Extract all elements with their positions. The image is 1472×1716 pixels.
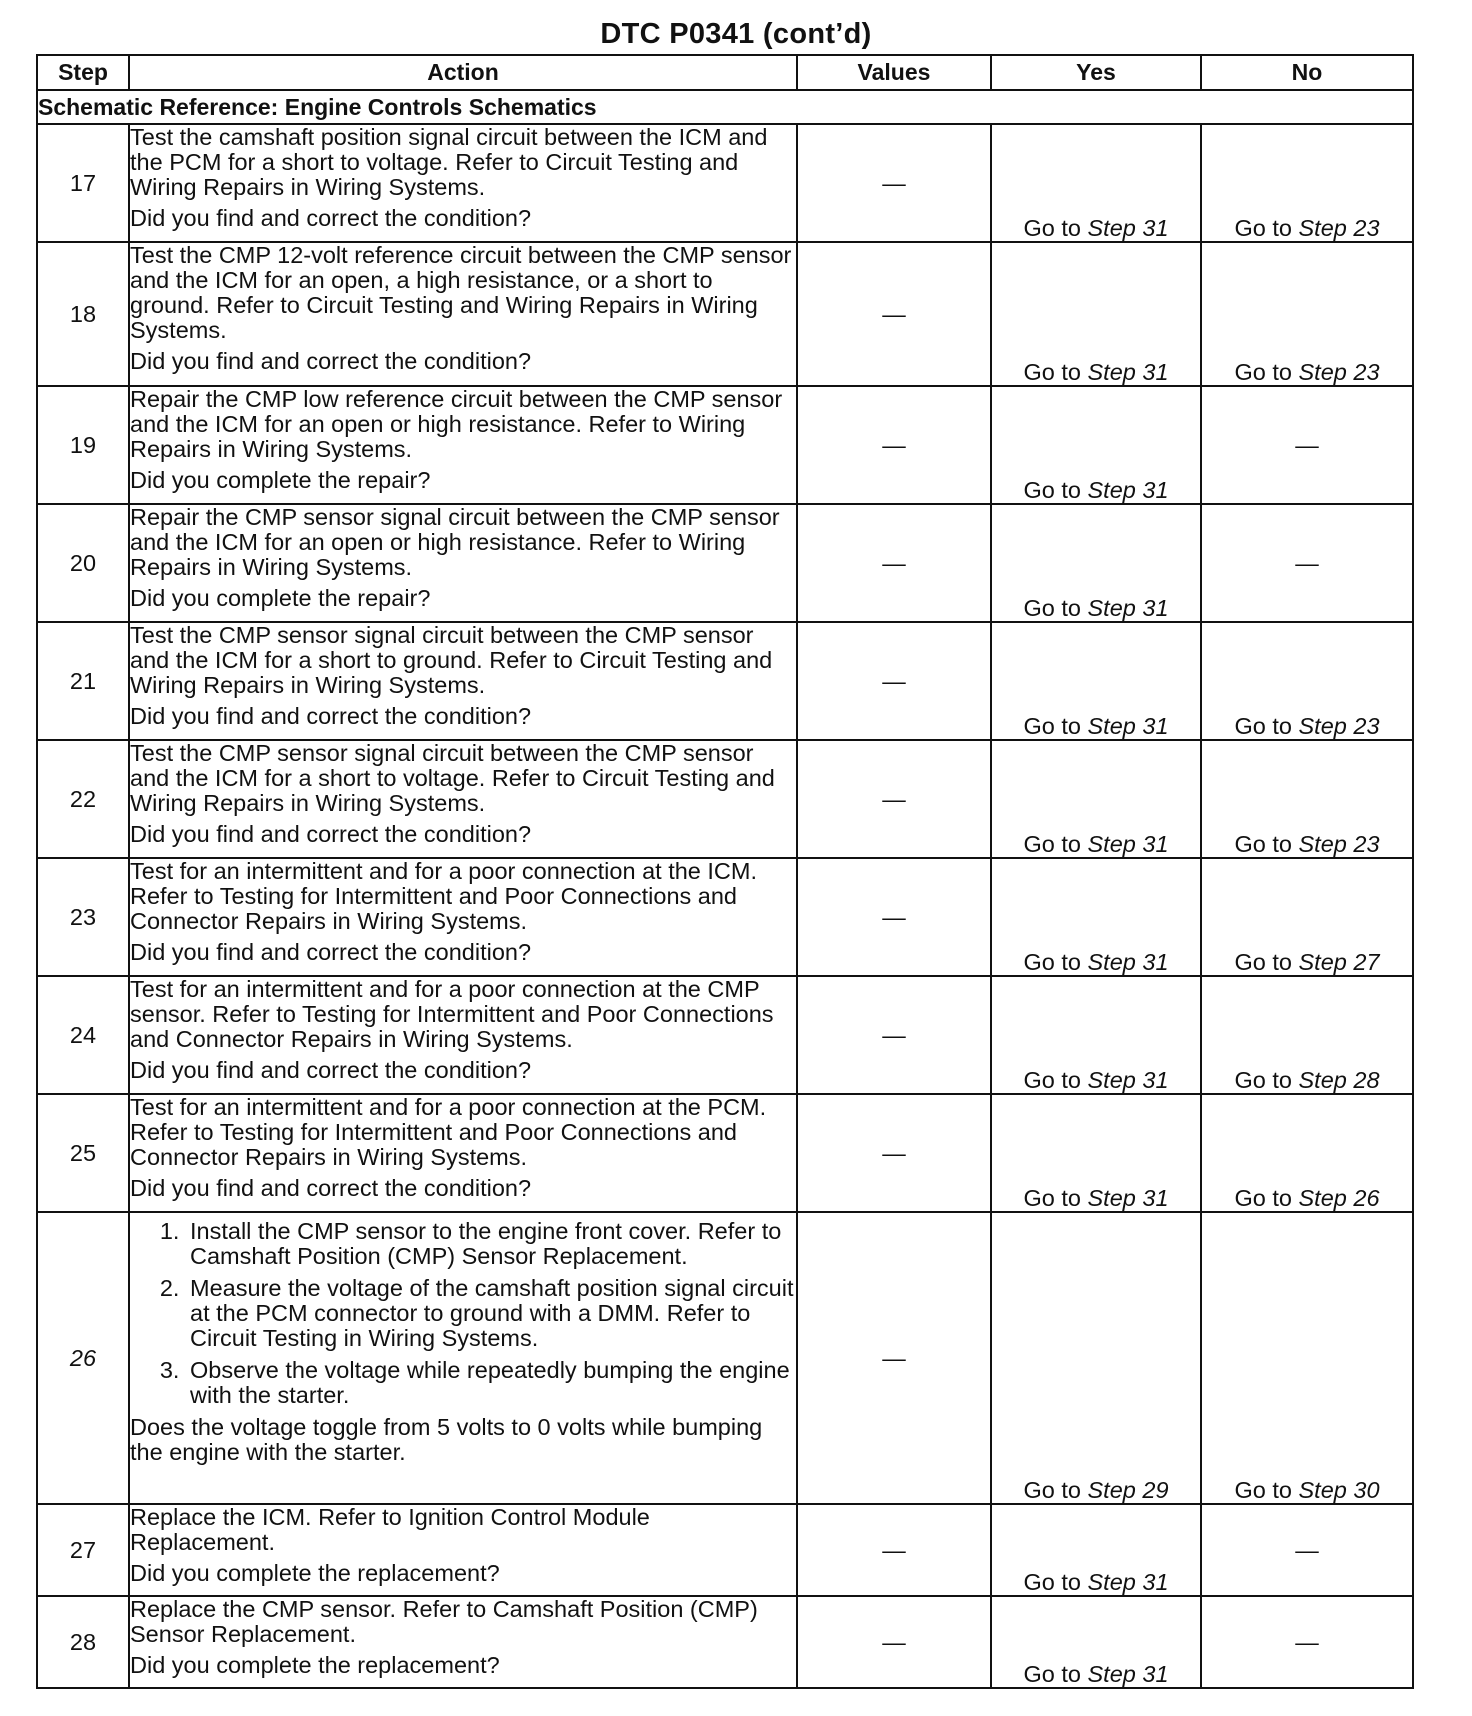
no-prefix: Go to bbox=[1234, 1477, 1299, 1503]
yes-cell bbox=[991, 858, 1201, 976]
table-row bbox=[37, 1094, 1413, 1212]
values-cell: — bbox=[797, 622, 991, 740]
yes-prefix: Go to bbox=[1023, 713, 1088, 739]
values-cell: — bbox=[797, 740, 991, 858]
yes-step-link: Step 31 bbox=[1087, 1067, 1169, 1093]
table-row bbox=[37, 858, 1413, 976]
page-title: DTC P0341 (cont’d) bbox=[600, 18, 872, 50]
values-cell: — bbox=[797, 1596, 991, 1688]
no-prefix: Go to bbox=[1234, 359, 1299, 385]
yes-step-link: Step 31 bbox=[1087, 1661, 1169, 1687]
yes-cell bbox=[991, 124, 1201, 242]
action-text: Replace the CMP sensor. Refer to Camshaft Position (CMP) Sensor Replacement. bbox=[130, 1596, 758, 1647]
action-question: Did you find and correct the condition? bbox=[130, 821, 532, 847]
yes-prefix: Go to bbox=[1023, 595, 1088, 621]
yes-prefix: Go to bbox=[1023, 1067, 1088, 1093]
substep-3: 3. Observe the voltage while repeatedly bumping the engine with the starter. bbox=[186, 1358, 796, 1408]
step-number: 26 bbox=[37, 1212, 129, 1504]
no-step-link: Step 30 bbox=[1298, 1477, 1380, 1503]
header-values: Values bbox=[797, 55, 991, 90]
yes-cell bbox=[991, 622, 1201, 740]
yes-prefix: Go to bbox=[1023, 1185, 1088, 1211]
values-cell: — bbox=[797, 242, 991, 386]
no-cell bbox=[1201, 976, 1413, 1094]
action-question: Did you complete the replacement? bbox=[130, 1652, 500, 1678]
yes-step-link: Step 31 bbox=[1087, 477, 1169, 503]
action-text: Repair the CMP low reference circuit between the CMP sensor and the ICM for an open or high resistance. Refer to Wiring Repairs in Wiring Systems. bbox=[130, 386, 783, 462]
step-number: 22 bbox=[37, 740, 129, 858]
no-cell bbox=[1201, 124, 1413, 242]
action-question: Did you find and correct the condition? bbox=[130, 1057, 532, 1083]
yes-prefix: Go to bbox=[1023, 359, 1088, 385]
step-number: 27 bbox=[37, 1504, 129, 1596]
action-text: Replace the ICM. Refer to Ignition Control Module Replacement. bbox=[130, 1504, 650, 1555]
no-value: — bbox=[1295, 549, 1319, 576]
no-cell bbox=[1201, 1596, 1413, 1688]
table-row bbox=[37, 386, 1413, 504]
step-number: 24 bbox=[37, 976, 129, 1094]
yes-prefix: Go to bbox=[1023, 215, 1088, 241]
action-question: Did you complete the repair? bbox=[130, 585, 431, 611]
action-cell bbox=[129, 622, 797, 740]
step-number: 20 bbox=[37, 504, 129, 622]
table-row bbox=[37, 1504, 1413, 1596]
no-value: — bbox=[1295, 1628, 1319, 1655]
values-cell: — bbox=[797, 1212, 991, 1504]
yes-step-link: Step 31 bbox=[1087, 1185, 1169, 1211]
table-row bbox=[37, 1596, 1413, 1688]
action-question: Did you find and correct the condition? bbox=[130, 205, 532, 231]
yes-step-link: Step 31 bbox=[1087, 359, 1169, 385]
yes-cell bbox=[991, 976, 1201, 1094]
no-prefix: Go to bbox=[1234, 713, 1299, 739]
action-text: Test for an intermittent and for a poor connection at the PCM. Refer to Testing for Intermittent and Poor Connections and Connector Repairs in Wiring Systems. bbox=[130, 1094, 767, 1170]
no-step-link: Step 27 bbox=[1298, 949, 1380, 975]
action-question: Did you find and correct the condition? bbox=[130, 703, 532, 729]
step-rows-end bbox=[37, 1504, 1413, 1688]
yes-prefix: Go to bbox=[1023, 1569, 1088, 1595]
step-number: 18 bbox=[37, 242, 129, 386]
header-no: No bbox=[1201, 55, 1413, 90]
no-prefix: Go to bbox=[1234, 1067, 1299, 1093]
action-text: Test for an intermittent and for a poor connection at the ICM. Refer to Testing for Intermittent and Poor Connections and Connector Repairs in Wiring Systems. bbox=[130, 858, 757, 934]
action-text: Test the camshaft position signal circuit between the ICM and the PCM for a short to voltage. Refer to Circuit Testing and Wiring Repairs in Wiring Systems. bbox=[130, 124, 768, 200]
no-step-link: Step 23 bbox=[1298, 359, 1380, 385]
step-number: 21 bbox=[37, 622, 129, 740]
action-text: Test for an intermittent and for a poor connection at the CMP sensor. Refer to Testing for Intermittent and Poor Connections and Connector Repairs in Wiring Systems. bbox=[130, 976, 774, 1052]
no-cell bbox=[1201, 242, 1413, 386]
no-prefix: Go to bbox=[1234, 215, 1299, 241]
action-question: Did you complete the replacement? bbox=[130, 1560, 500, 1586]
no-cell bbox=[1201, 504, 1413, 622]
yes-step-link: Step 31 bbox=[1087, 595, 1169, 621]
step-number: 23 bbox=[37, 858, 129, 976]
table-row bbox=[37, 976, 1413, 1094]
yes-step-link: Step 31 bbox=[1087, 215, 1169, 241]
values-cell: — bbox=[797, 976, 991, 1094]
no-value: — bbox=[1295, 431, 1319, 458]
action-text: Test the CMP sensor signal circuit between the CMP sensor and the ICM for a short to voltage. Refer to Circuit Testing and Wiring Repairs in Wiring Systems. bbox=[130, 740, 775, 816]
action-cell bbox=[129, 1094, 797, 1212]
no-prefix: Go to bbox=[1234, 949, 1299, 975]
action-question: Did you find and correct the condition? bbox=[130, 348, 532, 374]
step-number: 17 bbox=[37, 124, 129, 242]
action-cell bbox=[129, 976, 797, 1094]
values-cell: — bbox=[797, 1504, 991, 1596]
no-step-link: Step 28 bbox=[1298, 1067, 1380, 1093]
action-question: Did you find and correct the condition? bbox=[130, 1175, 532, 1201]
header-step: Step bbox=[37, 55, 129, 90]
no-step-link: Step 23 bbox=[1298, 831, 1380, 857]
yes-step-link: Step 31 bbox=[1087, 949, 1169, 975]
no-step-link: Step 23 bbox=[1298, 713, 1380, 739]
yes-cell bbox=[991, 1596, 1201, 1688]
action-question: Does the voltage toggle from 5 volts to 0 volts while bumping the engine with the starter. bbox=[130, 1414, 763, 1465]
yes-cell bbox=[991, 740, 1201, 858]
header-yes: Yes bbox=[991, 55, 1201, 90]
table-row bbox=[37, 740, 1413, 858]
schematic-row bbox=[37, 90, 1413, 124]
action-cell bbox=[129, 858, 797, 976]
step-rows bbox=[37, 124, 1413, 1212]
table-row bbox=[37, 124, 1413, 242]
header-row bbox=[37, 55, 1413, 90]
yes-step-link: Step 29 bbox=[1087, 1477, 1169, 1503]
step-number: 28 bbox=[37, 1596, 129, 1688]
action-cell bbox=[129, 242, 797, 386]
step-number: 25 bbox=[37, 1094, 129, 1212]
action-question: Did you find and correct the condition? bbox=[130, 939, 532, 965]
no-step-link: Step 23 bbox=[1298, 215, 1380, 241]
no-cell bbox=[1201, 386, 1413, 504]
no-cell bbox=[1201, 740, 1413, 858]
yes-cell bbox=[991, 386, 1201, 504]
values-cell: — bbox=[797, 124, 991, 242]
yes-cell bbox=[991, 504, 1201, 622]
no-cell bbox=[1201, 1094, 1413, 1212]
values-cell: — bbox=[797, 504, 991, 622]
action-cell bbox=[129, 1596, 797, 1688]
yes-cell bbox=[991, 1212, 1201, 1504]
no-prefix: Go to bbox=[1234, 831, 1299, 857]
action-substeps bbox=[130, 1219, 796, 1408]
action-cell bbox=[129, 1504, 797, 1596]
no-cell bbox=[1201, 858, 1413, 976]
yes-cell bbox=[991, 1094, 1201, 1212]
no-cell bbox=[1201, 622, 1413, 740]
yes-cell bbox=[991, 242, 1201, 386]
action-cell bbox=[129, 124, 797, 242]
yes-prefix: Go to bbox=[1023, 1661, 1088, 1687]
values-cell: — bbox=[797, 386, 991, 504]
values-cell: — bbox=[797, 1094, 991, 1212]
yes-prefix: Go to bbox=[1023, 831, 1088, 857]
action-cell bbox=[129, 740, 797, 858]
no-prefix: Go to bbox=[1234, 1185, 1299, 1211]
table-row bbox=[37, 622, 1413, 740]
action-text: Test the CMP 12-volt reference circuit between the CMP sensor and the ICM for an open, a high resistance, or a short to ground. Refer to Circuit Testing and Wiring Repairs in Wiring Systems. bbox=[130, 242, 792, 343]
header-action: Action bbox=[129, 55, 797, 90]
table-row bbox=[37, 504, 1413, 622]
substep-1: 1. Install the CMP sensor to the engine front cover. Refer to Camshaft Position (CMP) Sensor Replacement. bbox=[186, 1219, 796, 1269]
step-number: 19 bbox=[37, 386, 129, 504]
values-cell: — bbox=[797, 858, 991, 976]
no-cell bbox=[1201, 1504, 1413, 1596]
yes-step-link: Step 31 bbox=[1087, 1569, 1169, 1595]
no-value: — bbox=[1295, 1536, 1319, 1563]
diagnostic-table bbox=[36, 54, 1414, 1689]
table-row-step-26 bbox=[37, 1212, 1413, 1504]
yes-prefix: Go to bbox=[1023, 477, 1088, 503]
table-row bbox=[37, 242, 1413, 386]
action-cell bbox=[129, 386, 797, 504]
yes-cell bbox=[991, 1504, 1201, 1596]
no-cell bbox=[1201, 1212, 1413, 1504]
action-question: Did you complete the repair? bbox=[130, 467, 431, 493]
substep-2: 2. Measure the voltage of the camshaft position signal circuit at the PCM connector to ground with a DMM. Refer to Circuit Testing in Wiring Systems. bbox=[186, 1276, 796, 1351]
action-cell bbox=[129, 1212, 797, 1504]
yes-step-link: Step 31 bbox=[1087, 713, 1169, 739]
yes-step-link: Step 31 bbox=[1087, 831, 1169, 857]
yes-prefix: Go to bbox=[1023, 1477, 1088, 1503]
no-step-link: Step 26 bbox=[1298, 1185, 1380, 1211]
yes-prefix: Go to bbox=[1023, 949, 1088, 975]
action-cell bbox=[129, 504, 797, 622]
action-text: Test the CMP sensor signal circuit between the CMP sensor and the ICM for a short to ground. Refer to Circuit Testing and Wiring Repairs in Wiring Systems. bbox=[130, 622, 773, 698]
schematic-reference: Schematic Reference: Engine Controls Schematics bbox=[37, 90, 1413, 124]
action-text: Repair the CMP sensor signal circuit between the CMP sensor and the ICM for an open or high resistance. Refer to Wiring Repairs in Wiring Systems. bbox=[130, 504, 780, 580]
